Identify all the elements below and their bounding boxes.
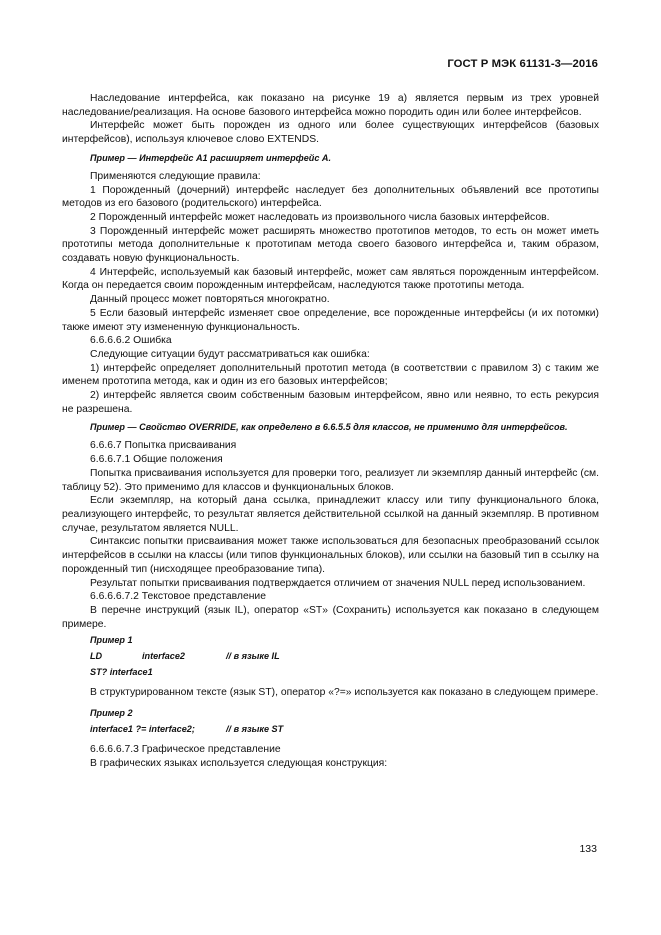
example-note: Пример — Свойство OVERRIDE, как определено в 6.6.5.5 для классов, не применимо для интерфейсов. [90, 422, 568, 433]
code-block-il [62, 650, 599, 663]
rule-item: 4 Интерфейс, используемый как базовый интерфейс, может сам являться порожденным интерфейсом. Когда он передается своим порожденным интерфейсам, наследуются также прототипы метода. [62, 266, 599, 292]
code-statement: interface1 ?= interface2; [90, 724, 195, 735]
section-heading: 6.6.6.6.7.3 Графическое представление [90, 744, 281, 756]
paragraph: В графических языках используется следующая конструкция: [90, 757, 388, 769]
section-heading: 6.6.6.6.2 Ошибка [90, 335, 172, 347]
paragraph: В перечне инструкций (язык IL), оператор «ST» (Сохранить) используется как показано в следующем примере. [62, 604, 599, 630]
code-comment: // в языке IL [226, 651, 280, 662]
code-comment: // в языке ST [226, 724, 284, 735]
example-label: Пример 1 [90, 635, 133, 646]
paragraph: Интерфейс может быть порожден из одного или более существующих интерфейсов (базовых интерфейсов), используя ключевое слово EXTENDS. [62, 120, 599, 146]
paragraph: Следующие ситуации будут рассматриваться как ошибка: [90, 348, 370, 360]
page-number: 133 [579, 843, 597, 855]
rule-item: 2 Порожденный интерфейс может наследовать из произвольного числа базовых интерфейсов. [90, 211, 550, 223]
paragraph: Результат попытки присваивания подтверждается отличием от значения NULL перед использованием. [90, 577, 586, 589]
error-item: 2) интерфейс является своим собственным базовым интерфейсом, явно или неявно, то есть рекурсия не разрешена. [62, 390, 599, 415]
code-block-st [62, 723, 599, 736]
code-op: LD [90, 651, 103, 662]
code-line: ST? interface1 [90, 667, 153, 678]
section-heading: 6.6.6.6.7.2 Текстовое представление [90, 591, 266, 603]
rule-item: 1 Порожденный (дочерний) интерфейс наследует без дополнительных объявлений все прототипы методов из его базового (родительского) интерфейса. [62, 184, 599, 210]
document-body [62, 92, 599, 770]
error-item: 1) интерфейс определяет дополнительный прототип метода (в соответствии с правилом 3) с таким же именем прототипа метода, как и один из его базовых интерфейсов; [62, 362, 599, 388]
paragraph: Попытка присваивания используется для проверки того, реализует ли экземпляр данный интерфейс (см. таблицу 52). Это применимо для классов и функциональных блоков. [62, 467, 599, 493]
section-heading: 6.6.6.7 Попытка присваивания [90, 440, 237, 452]
example-note: Пример — Интерфейс А1 расширяет интерфейс А. [90, 152, 331, 163]
standard-header: ГОСТ Р МЭК 61131-3—2016 [447, 58, 598, 70]
paragraph: В структурированном тексте (язык ST), оператор «?=» используется как показано в следующем примере. [90, 687, 599, 699]
example-label: Пример 2 [90, 708, 133, 719]
paragraph: Применяются следующие правила: [90, 170, 261, 182]
rule-item: 3 Порожденный интерфейс может расширять множество прототипов методов, то есть он может иметь прототипы метода дополнительные к прототипам метода своего базового интерфейса и, таким образом, создавать новую функциональность. [62, 225, 599, 265]
paragraph: Если экземпляр, на который дана ссылка, принадлежит классу или типу функционального блока, реализующего интерфейс, то результат является действительной ссылкой на данный экземпляр. В противном случае, результатом является NULL. [62, 495, 599, 534]
code-arg: interface2 [142, 651, 185, 662]
paragraph: Синтаксис попытки присваивания может также использоваться для безопасных преобразований ссылок интерфейсов в ссылки на классы (или типов функциональных блоков), или ссылки на базовый тип в ссылку на порожденный тип (нисходящее преобразование типа). [62, 536, 599, 575]
rule-item: 5 Если базовый интерфейс изменяет свое определение, все порожденные интерфейсы (и их потомки) также имеют эту измененную функциональность. [62, 307, 599, 333]
section-heading: 6.6.6.7.1 Общие положения [90, 454, 223, 466]
paragraph: Наследование интерфейса, как показано на рисунке 19 а) является первым из трех уровней наследование/реализация. На основе базового интерфейса можно породить один или более интерфейсов. [62, 93, 599, 118]
paragraph: Данный процесс может повторяться многократно. [90, 294, 330, 306]
